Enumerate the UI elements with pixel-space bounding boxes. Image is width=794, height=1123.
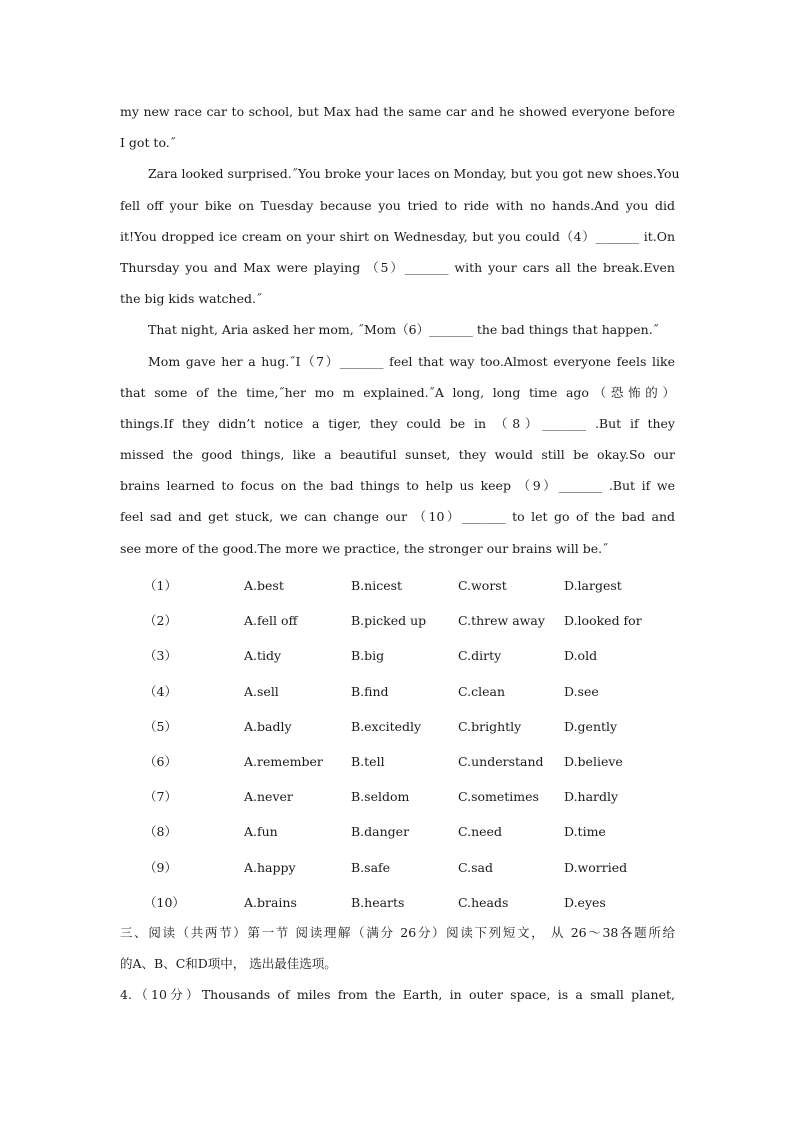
- option-a: A.never: [244, 789, 293, 805]
- option-d: D.believe: [564, 753, 623, 769]
- option-row: [120, 814, 680, 849]
- option-a: A.tidy: [244, 648, 282, 664]
- option-c: C.worst: [458, 578, 507, 593]
- question-number: （2）: [144, 613, 177, 629]
- option-d: D.old: [564, 648, 598, 664]
- question-number: （8）: [144, 824, 177, 840]
- option-c: C.sometimes: [458, 789, 539, 805]
- option-d: D.see: [564, 683, 599, 699]
- option-a: A.fell off: [244, 613, 298, 629]
- question-4: [120, 979, 675, 1010]
- option-a: A.sell: [244, 683, 279, 699]
- option-row: [120, 744, 680, 779]
- question-4-line: 4.（10分）Thousands of miles from the Earth, in outer space, is a small planet,: [120, 987, 675, 1002]
- question-number: （1）: [144, 578, 177, 593]
- option-c: C.dirty: [458, 648, 502, 664]
- option-b: B.picked up: [351, 613, 427, 629]
- question-number: （6）: [144, 753, 177, 769]
- question-number: （5）: [144, 718, 177, 734]
- question-number: （9）: [144, 859, 177, 875]
- option-b: B.big: [351, 648, 385, 664]
- question-number: （7）: [144, 789, 177, 805]
- option-b: B.tell: [351, 753, 385, 769]
- passage-line: Zara looked surprised.˝You broke your laces on Monday, but you got new shoes.You: [148, 166, 680, 182]
- option-b: B.find: [351, 683, 389, 699]
- option-a: A.brains: [244, 894, 297, 910]
- passage-line: Thursday you and Max were playing （5）_______ with your cars all the break.Even: [120, 259, 675, 275]
- passage-line: things.If they didn’t notice a tiger, they could be in （8）_______ .But if they: [120, 415, 675, 431]
- option-a: A.badly: [244, 718, 292, 734]
- passage-line: it!You dropped ice cream on your shirt on Wednesday, but you could（4）_______ it.On: [120, 228, 675, 244]
- option-row: [120, 674, 680, 709]
- option-row: [120, 603, 680, 638]
- option-b: B.seldom: [351, 789, 410, 805]
- passage-line: feel sad and get stuck, we can change our （10）_______ to let go of the bad and: [120, 509, 675, 525]
- passage-line: my new race car to school, but Max had the same car and he showed everyone before: [120, 104, 675, 119]
- option-row: [120, 779, 680, 814]
- section-heading-line: 的A、B、C和D项中， 选出最佳选项。: [120, 956, 337, 972]
- passage-line: the big kids watched.˝: [120, 291, 263, 307]
- cloze-passage: [120, 96, 680, 564]
- option-d: D.time: [564, 824, 606, 840]
- option-b: B.safe: [351, 859, 391, 875]
- option-c: C.heads: [458, 894, 509, 910]
- option-row: [120, 885, 680, 920]
- option-b: B.excitedly: [351, 718, 422, 734]
- passage-line: brains learned to focus on the bad things to help us keep （9）_______ .But if we: [120, 478, 675, 494]
- option-d: D.eyes: [564, 894, 606, 910]
- option-row: [120, 709, 680, 744]
- passage-line: I got to.˝: [120, 135, 176, 151]
- option-d: D.hardly: [564, 789, 619, 805]
- option-c: C.sad: [458, 859, 493, 875]
- option-c: C.need: [458, 824, 502, 840]
- section-heading: [120, 917, 675, 979]
- option-d: D.largest: [564, 578, 622, 593]
- answer-options: [120, 568, 680, 920]
- passage-line: that some of the time,˝her mo m explained.˝A long, long time ago（恐怖的）: [120, 384, 675, 400]
- option-d: D.looked for: [564, 613, 642, 629]
- section-heading-line: 三、阅读（共两节）第一节 阅读理解（满分 26分）阅读下列短文， 从 26～38各题所给: [120, 925, 675, 940]
- passage-line: see more of the good.The more we practice, the stronger our brains will be.˝: [120, 540, 609, 556]
- option-b: B.nicest: [351, 578, 403, 593]
- option-a: A.happy: [244, 859, 296, 875]
- option-c: C.threw away: [458, 613, 545, 629]
- option-b: B.hearts: [351, 894, 405, 910]
- option-c: C.brightly: [458, 718, 522, 734]
- option-a: A.fun: [244, 824, 278, 840]
- option-row: [120, 638, 680, 673]
- option-row: [120, 568, 680, 603]
- option-a: A.best: [244, 578, 284, 593]
- question-number: （4）: [144, 683, 177, 699]
- option-b: B.danger: [351, 824, 410, 840]
- passage-line: missed the good things, like a beautiful sunset, they would still be okay.So our: [120, 447, 675, 463]
- question-number: （10）: [144, 894, 185, 910]
- passage-line: That night, Aria asked her mom, ˝Mom（6）_______ the bad things that happen.˝: [148, 322, 659, 338]
- option-row: [120, 850, 680, 885]
- passage-line: fell off your bike on Tuesday because you tried to ride with no hands.And you did: [120, 197, 675, 213]
- option-a: A.remember: [244, 753, 323, 769]
- option-d: D.gently: [564, 718, 618, 734]
- passage-line: Mom gave her a hug.˝I（7）_______ feel that way too.Almost everyone feels like: [148, 353, 675, 369]
- option-c: C.clean: [458, 683, 505, 699]
- question-number: （3）: [144, 648, 177, 664]
- option-c: C.understand: [458, 753, 544, 769]
- option-d: D.worried: [564, 859, 628, 875]
